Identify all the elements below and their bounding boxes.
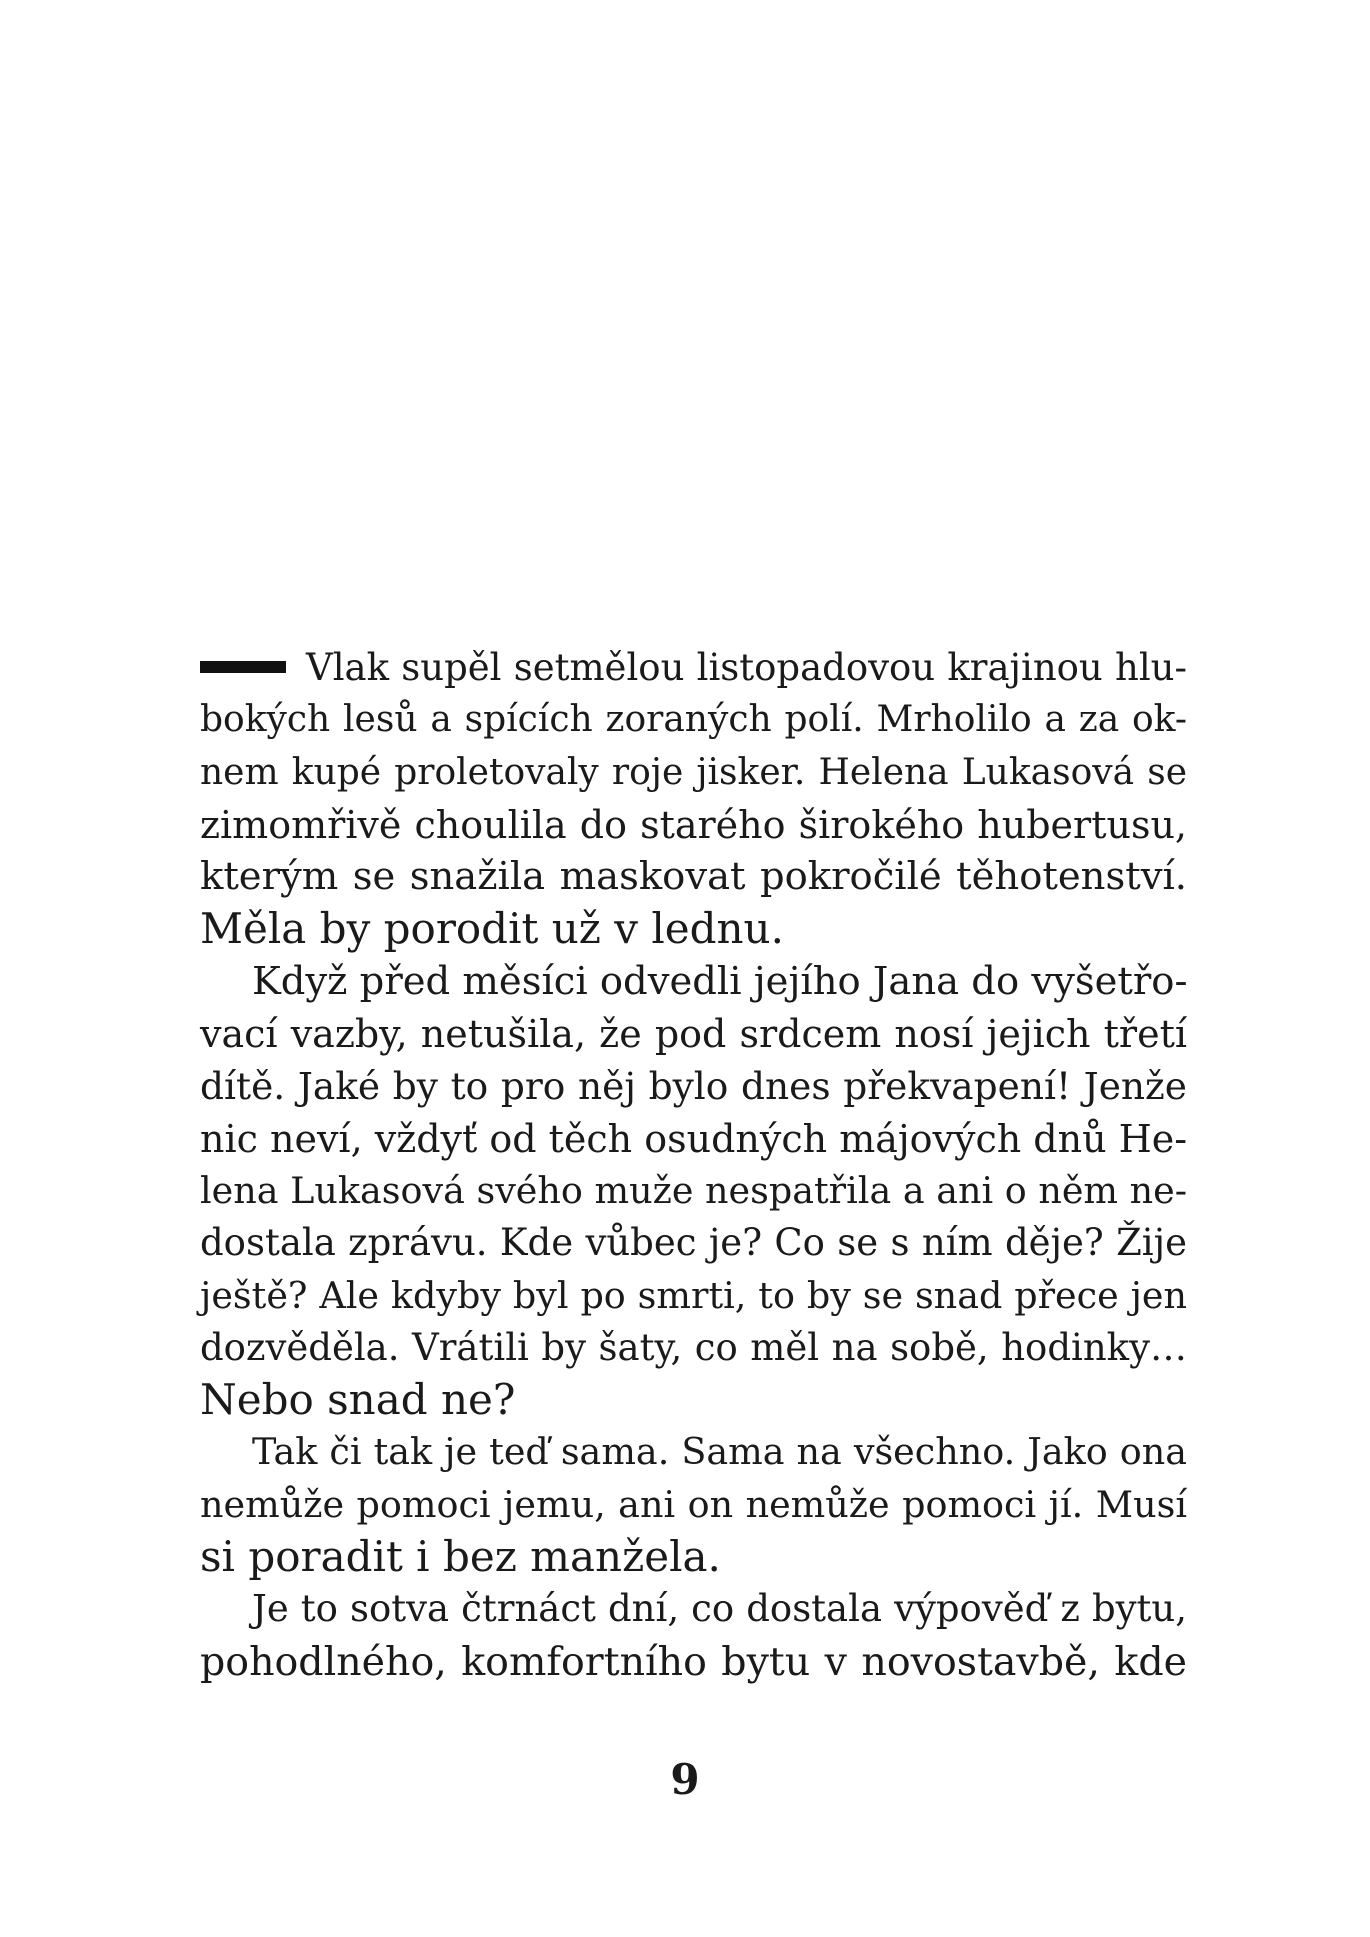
text-line: bokých lesů a spících zoraných polí. Mrholilo a za ok- xyxy=(200,699,1187,741)
body-text xyxy=(200,642,1187,1688)
page-number: 9 xyxy=(670,1755,700,1804)
text-line: Tak či tak je teď sama. Sama na všechno. Jako ona xyxy=(252,1430,1187,1474)
paragraph-2 xyxy=(200,956,1187,1427)
text-line: Když před měsíci odvedli jejího Jana do vyšetřo- xyxy=(252,958,1188,1004)
text-line: nem kupé proletovaly roje jisker. Helena Lukasová se xyxy=(200,751,1187,793)
text-line: vací vazby, netušila, že pod srdcem nosí jejich třetí xyxy=(200,1012,1187,1057)
section-start-bar xyxy=(200,661,286,673)
text-line: dozvěděla. Vrátili by šaty, co měl na sobě, hodinky… xyxy=(200,1325,1187,1369)
text-line: Je to sotva čtrnáct dní, co dostala výpověď z bytu, xyxy=(252,1587,1187,1631)
paragraph-3 xyxy=(200,1426,1187,1583)
text-line: dítě. Jaké by to pro něj bylo dnes překvapení! Jenže xyxy=(200,1064,1187,1109)
text-line: nemůže pomoci jemu, ani on nemůže pomoci jí. Musí xyxy=(200,1482,1187,1526)
text-line: pohodlného, komfortního bytu v novostavbě, kde xyxy=(200,1638,1187,1685)
paragraph-4 xyxy=(200,1583,1187,1688)
text-line: si poradit i bez manžela. xyxy=(200,1532,721,1582)
text-line: dostala zprávu. Kde vůbec je? Co se s ním děje? Žije xyxy=(200,1221,1187,1265)
text-line: nic neví, vždyť od těch osudných májových dnů He- xyxy=(200,1116,1188,1161)
text-line: lena Lukasová svého muže nespatřila a ani o něm ne- xyxy=(200,1168,1188,1212)
text-line: Měla by porodit už v lednu. xyxy=(200,904,784,954)
text-line: Nebo snad ne? xyxy=(200,1375,516,1425)
text-line: ještě? Ale kdyby byl po smrti, to by se snad přece jen xyxy=(200,1273,1187,1317)
paragraph-1 xyxy=(200,642,1187,956)
text-line: kterým se snažila maskovat pokročilé těhotenství. xyxy=(200,854,1187,900)
text-line: Vlak supěl setmělou listopadovou krajinou hlu- xyxy=(200,642,1187,694)
text-line: zimomřivě choulila do starého širokého hubertusu, xyxy=(200,802,1187,847)
